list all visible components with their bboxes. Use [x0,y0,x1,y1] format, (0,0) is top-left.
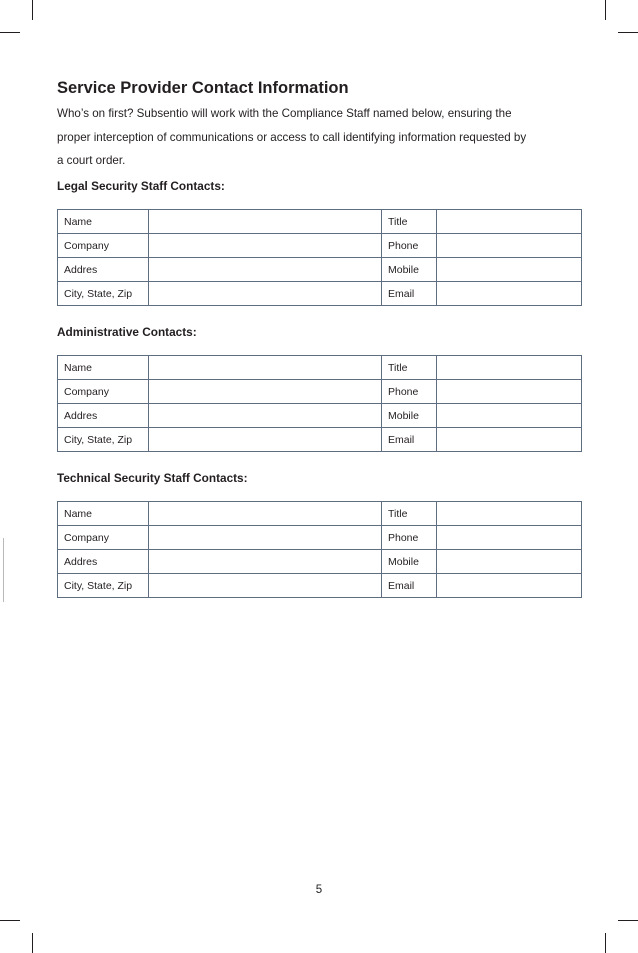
title-label: Title [382,210,437,234]
city-state-zip-label: City, State, Zip [58,574,149,598]
email-field[interactable] [437,282,582,306]
table-row [58,356,582,380]
intro-line: proper interception of communications or access to call identifying information requested by [57,130,527,144]
name-label: Name [58,356,149,380]
table-row [58,550,582,574]
intro-paragraph [57,102,587,173]
email-field[interactable] [437,574,582,598]
email-label: Email [382,282,437,306]
mobile-field[interactable] [437,258,582,282]
mobile-label: Mobile [382,258,437,282]
mobile-label: Mobile [382,550,437,574]
crop-mark [0,920,20,921]
name-field[interactable] [149,210,382,234]
legal-contacts-heading: Legal Security Staff Contacts: [57,179,225,193]
table-row [58,526,582,550]
email-label: Email [382,428,437,452]
title-field[interactable] [437,210,582,234]
crop-mark [0,32,20,33]
address-field[interactable] [149,404,382,428]
city-state-zip-label: City, State, Zip [58,282,149,306]
name-field[interactable] [149,502,382,526]
address-label: Addres [58,550,149,574]
crop-mark [32,933,33,953]
phone-label: Phone [382,526,437,550]
phone-field[interactable] [437,234,582,258]
legal-contacts-table [57,209,582,306]
address-label: Addres [58,404,149,428]
crop-mark [618,32,638,33]
table-row [58,234,582,258]
title-label: Title [382,502,437,526]
title-field[interactable] [437,356,582,380]
table-row [58,282,582,306]
name-label: Name [58,210,149,234]
name-field[interactable] [149,356,382,380]
phone-field[interactable] [437,526,582,550]
city-state-zip-field[interactable] [149,282,382,306]
intro-line: a court order. [57,154,126,167]
company-label: Company [58,234,149,258]
email-field[interactable] [437,428,582,452]
email-label: Email [382,574,437,598]
company-label: Company [58,526,149,550]
name-label: Name [58,502,149,526]
company-field[interactable] [149,380,382,404]
page-number: 5 [315,884,323,896]
mobile-field[interactable] [437,550,582,574]
table-row [58,428,582,452]
administrative-contacts-heading: Administrative Contacts: [57,325,197,339]
company-field[interactable] [149,234,382,258]
phone-field[interactable] [437,380,582,404]
city-state-zip-label: City, State, Zip [58,428,149,452]
company-label: Company [58,380,149,404]
address-label: Addres [58,258,149,282]
crop-mark [605,0,606,20]
city-state-zip-field[interactable] [149,428,382,452]
mobile-field[interactable] [437,404,582,428]
technical-contacts-table [57,501,582,598]
administrative-contacts-table [57,355,582,452]
address-field[interactable] [149,550,382,574]
margin-bar [3,538,4,602]
table-row [58,574,582,598]
phone-label: Phone [382,380,437,404]
title-label: Title [382,356,437,380]
address-field[interactable] [149,258,382,282]
crop-mark [618,920,638,921]
crop-mark [605,933,606,953]
table-row [58,258,582,282]
company-field[interactable] [149,526,382,550]
table-row [58,210,582,234]
city-state-zip-field[interactable] [149,574,382,598]
mobile-label: Mobile [382,404,437,428]
title-field[interactable] [437,502,582,526]
phone-label: Phone [382,234,437,258]
crop-mark [32,0,33,20]
table-row [58,502,582,526]
page-title: Service Provider Contact Information [57,79,349,97]
table-row [58,380,582,404]
intro-line: Who’s on first? Subsentio will work with the Compliance Staff named below, ensuring the [57,107,512,120]
table-row [58,404,582,428]
technical-contacts-heading: Technical Security Staff Contacts: [57,471,248,485]
